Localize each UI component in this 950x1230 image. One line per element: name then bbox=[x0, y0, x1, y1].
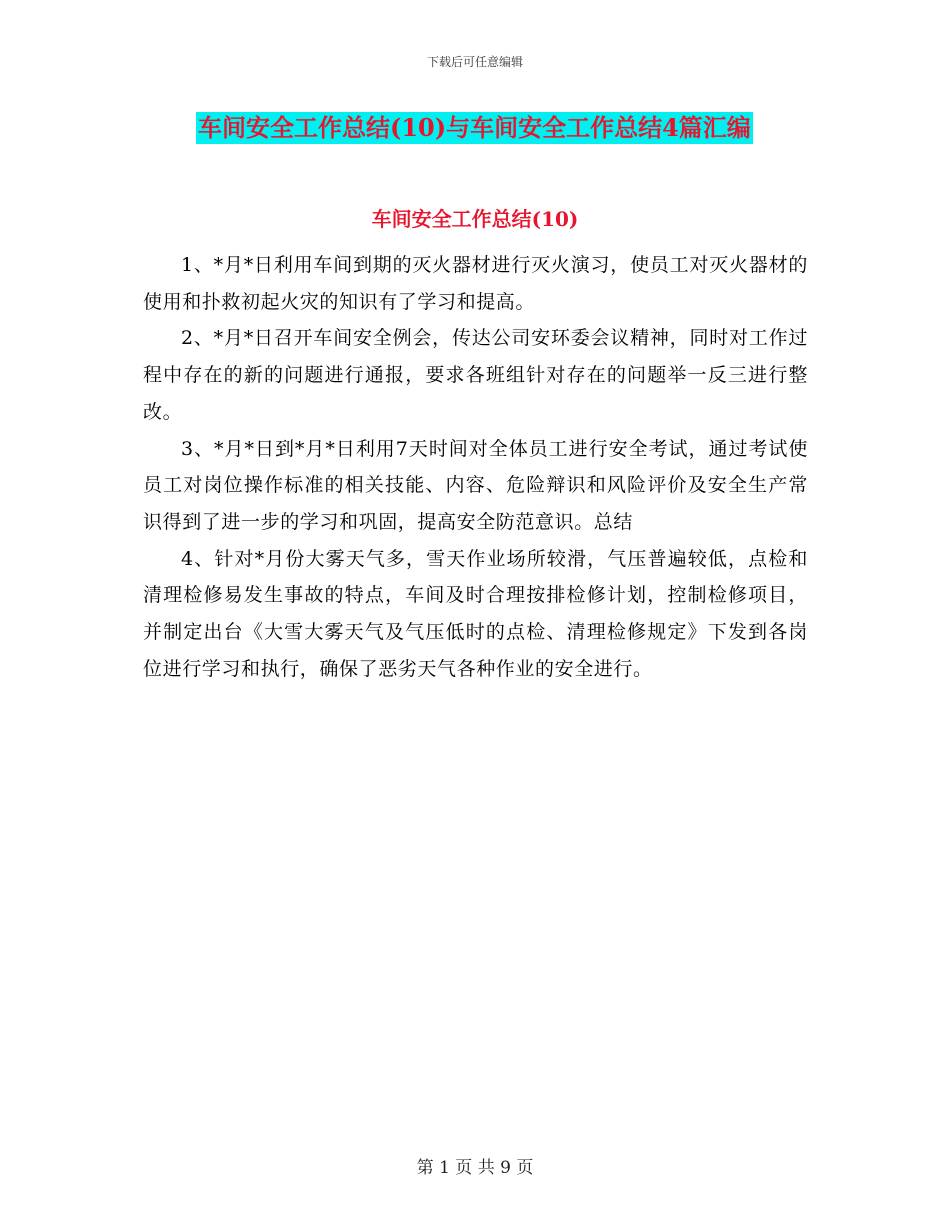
paragraph-2: 2、*月*日召开车间安全例会，传达公司安环委会议精神，同时对工作过程中存在的新的问题进行通报，要求各班组针对存在的问题举一反三进行整改。 bbox=[143, 327, 808, 423]
section-title: 车间安全工作总结(10) bbox=[371, 207, 579, 231]
document-title: 车间安全工作总结(10)与车间安全工作总结4篇汇编 bbox=[198, 113, 751, 142]
paragraph-3: 3、*月*日到*月*日利用7天时间对全体员工进行安全考试，通过考试使员工对岗位操作标准的相关技能、内容、危险辩识和风险评价及安全生产常识得到了进一步的学习和巩固，提高安全防范意识。总结 bbox=[143, 437, 809, 533]
paragraph-1: 1、*月*日利用车间到期的灭火器材进行灭火演习，使员工对灭火器材的使用和扑救初起火灾的知识有了学习和提高。 bbox=[143, 254, 808, 313]
body-text bbox=[143, 247, 808, 687]
paragraph-4: 4、针对*月份大雾天气多，雪天作业场所较滑，气压普遍较低，点检和清理检修易发生事故的特点，车间及时合理按排检修计划，控制检修项目，并制定出台《大雪大雾天气及气压低时的点检、清理检修规定》下发到各岗位进行学习和执行，确保了恶劣天气各种作业的安全进行。 bbox=[143, 547, 808, 680]
page-footer: 第 1 页 共 9 页 bbox=[416, 1158, 534, 1178]
header-note: 下载后可任意编辑 bbox=[426, 55, 523, 69]
